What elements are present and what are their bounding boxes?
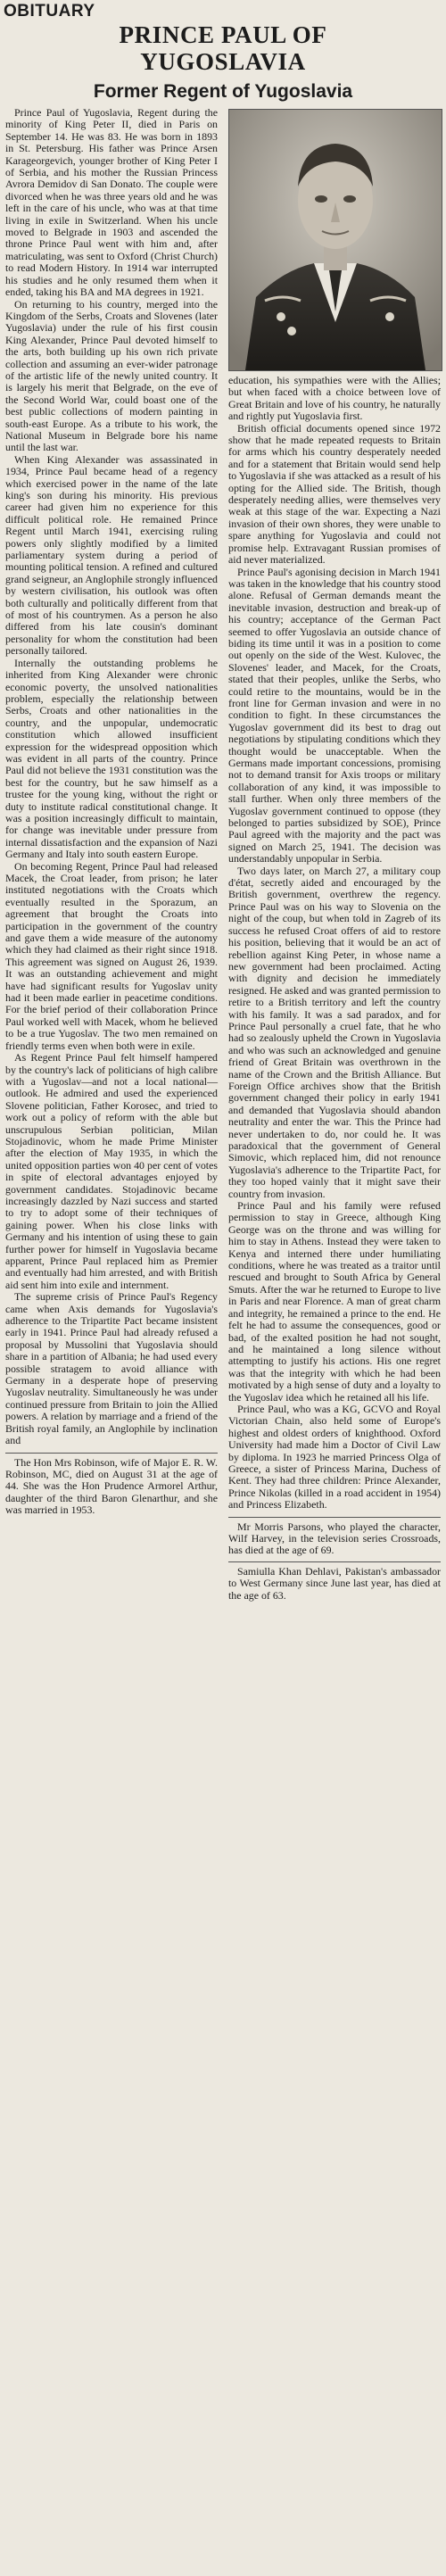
portrait-image [229,110,442,370]
article-paragraph: Two days later, on March 27, a military coup d'état, secretly aided and encouraged by the British government, overthrew the regency. Prince Paul was on his way to Slovenia on the night of the coup, but when told in Zagreb of its success he refused Croat offers of aid to restore his position, believing that it would be an act of rebellion against King Peter, in whose name a new government had been proclaimed. Acting with dignity and decision he immediately resigned. He asked and was granted permission to retire to a British territory and left the country with his family. It was a sad paradox, and for Prince Paul personally a cruel fate, that he who had so zealously upheld the Crown in Yugoslavia and who was such an acknowledged and genuine friend of Great Britain was overthrown in the name of the Crown and the British Alliance. But Foreign Office archives show that the British government changed their policy in early 1941 and demanded that Yugoslavia should abandon neutrality and enter the war. This the Prince had never undertaken to do, nor could he. It was paradoxical that the government of General Simovic, which replaced him, did not renounce Yugoslavia's adherence to the Tripartite Pact, for they too hoped vainly that it might save their country from invasion. [228,864,441,1200]
article-paragraph: Prince Paul's agonising decision in March 1941 was taken in the knowledge that his country stood alone. Refusal of German demands meant the inevitable invasion, destruction and break-up of his country; acceptance of the German Pact seemed to offer Yugoslavia an outside chance of biding its time until it was in a position to come out openly on the side of the West. Kulovec, the Slovenes' leader, and Macek, for the Croats, stated that their peoples, unlike the Serbs, who could retire to the mountains, would be in the front line for German invasion and were in no condition to fight. In these circumstances the Yugoslav government did its best to drag out negotiations by stipulating conditions which they thought would be unacceptable. When the Germans made important concessions, promising not to demand transit for Axis troops or military collaboration of any kind, it was impossible to stall further. When only three members of the Yugoslav government continued to oppose (they belonged to parties subsidized by SOE), Prince Paul agreed with the majority and the pact was signed on March 25, 1941. The decision was understandably unpopular in Serbia. [228,565,441,866]
article-paragraph: As Regent Prince Paul felt himself hampered by the country's lack of politicians of high calibre with a Yugoslav—and not a local national—outlook. He admired and used the experienced Slovene politician, Father Korosec, and tried to work out a policy of reform with the able but unscrupulous Serbian politician, Milan Stojadinovic, whom he made Prime Minister after the election of May 1935, in which the united opposition parties won 40 per cent of votes in spite of electoral advantages enjoyed by government candidates. Stojadinovic became increasingly dazzled by Nazi success and started to try to adopt some of their techniques of gaining power. When his close links with Germany and his intention of using these to gain further power for himself in Yugoslavia became apparent, Prince Paul replaced him as Premier and eventually had him arrested, and with British aid sent him into exile and internment. [5,1051,218,1291]
column-left [5,107,218,1517]
column-right [228,375,441,1602]
section-divider [228,1561,441,1562]
article-paragraph: Prince Paul, who was a KG, GCVO and Royal Victorian Chain, also held some of Europe's highest and oldest orders of knighthood. Oxford University had made him a Doctor of Civil Law by diploma. In 1923 he married Princess Olga of Greece, a sister of Princess Marina, Duchess of Kent. They had three children: Prince Alexander, Prince Nikolas (killed in a road accident in 1954) and Princess Elizabeth. [228,1402,441,1512]
brief-obituaries-right [228,1521,441,1602]
article-paragraph: Prince Paul of Yugoslavia, Regent during the minority of King Peter II, died in Paris on September 14. He was 83. He was born in 1893 in St. Petersburg. His father was Prince Arsen Karageorgevich, younger brother of King Peter I of Serbia, and his mother the Russian Princess Avrora Demidov di San Donato. The couple were divorced when he was three years old and he was left in the care of his uncle, who was at that time living in exile in Switzerland. When his uncle moved to Belgrade in 1903 and ascended the throne Prince Paul went with him and, after matriculating, was sent to Oxford (Christ Church) to read Modern History. In 1914 war interrupted his studies and he only resumed them when it ended, taking his BA and MA degrees in 1921. [5,106,218,299]
article-paragraph: On returning to his country, merged into the Kingdom of the Serbs, Croats and Slovenes (later Yugoslavia) under the rule of his first cousin King Alexander, Prince Paul devoted himself to the arts, both building up his own rich private collection and assuming an ever-wider patronage of the artistic life of the newly united country. It is largely his merit that Belgrade, on the eve of the Second World War, could boast one of the best public collections of modern painting in south-east Europe. As a tribute to his work, the National Museum in Belgrade bore his name until the last war. [5,297,218,454]
section-kicker: OBITUARY [4,2,95,21]
article-paragraph: Internally the outstanding problems he inherited from King Alexander were chronic economic poverty, the unsolved nationalities problem, especially the relationship between Serbs, Croats and other nationalities in the country, and the unpopular, undemocratic constitution which allowed insufficient expression for the widespread opposition which was evident in all parts of the country. Prince Paul did not believe the 1931 constitution was the best for the country, but he saw himself as a trustee for the young king, without the right or duty to institute radical constitutional change. It was a position increasingly difficult to maintain, for change was inevitable under pressure from internal dissatisfaction and the expansion of Nazi Germany and Italy into south eastern Europe. [5,656,218,861]
headline-line-1: PRINCE PAUL OF [119,21,327,48]
brief-paragraph: The Hon Mrs Robinson, wife of Major E. R. W. Robinson, MC, died on August 31 at the age of 44. She was the Hon Prudence Armorel Arthur, daughter of the third Baron Glenarthur, and she was married in 1953. [5,1455,218,1517]
article-paragraph: education, his sympathies were with the Allies; but when faced with a choice between love of Great Britain and love of his country, he naturally and rightly put Yugoslavia first. [228,374,441,423]
article-paragraph: On becoming Regent, Prince Paul had released Macek, the Croat leader, from prison; he later instituted negotiations with the Croats which eventually resulted in the Sporazum, an agreement that brought the Croats into participation in the government of the country and gave them a wide measure of the autonomy which they had claimed as their right since 1918. This agreement was signed on August 26, 1939. It was an outstanding achievement and might have had significant results for Yugoslav unity had it been made earlier in peacetime conditions. For the brief period of their collaboration Prince Paul worked well with Macek, whom he believed to be a true Yugoslav. The two men remained on friendly terms even when both were in exile. [5,859,218,1052]
section-divider [5,1453,218,1454]
article-paragraph: Prince Paul and his family were refused permission to stay in Greece, although King George was on the throne and was willing for him to stay in Athens. Instead they were taken to Kenya and interned there under humiliating conditions, where he was treated as a traitor until rescued and brought to South Africa by General Smuts. After the war he returned to Europe to live in Paris and near Florence. A man of great charm and integrity, he remained a prince to the end. He felt he had to assume the consequences, good or bad, of the exalted position he had not sought, and he maintained a long silence without attempting to justify his actions. His one regret was that the integrity with which he had been motivated by a high sense of duty and a loyalty to the Yugoslav idea which he retained all his life. [228,1199,441,1404]
portrait-photo [228,109,442,371]
subheadline: Former Regent of Yugoslavia [93,81,353,102]
article-paragraph: British official documents opened since 1972 show that he made repeated requests to Britain for arms which his country desperately needed and for a statement that Britain would send help to Yugoslavia if she was attacked as a result of his opting for the Allied side. The British, though desperately needing allies, were themselves very weak at this stage of the war. Expecting a Nazi invasion of their own shores, they were unable to spare anything for Yugoslavia and could not promise help. Extravagant Russian promises of aid never materialized. [228,421,441,567]
brief-paragraph: Mr Morris Parsons, who played the character, Wilf Harvey, in the television series Crossroads, has died at the age of 69. [228,1520,441,1557]
brief-obituary-left [5,1457,218,1517]
brief-paragraph: Samiulla Khan Dehlavi, Pakistan's ambassador to West Germany since June last year, has died at the age of 63. [228,1564,441,1602]
headline-line-2: YUGOSLAVIA [140,48,306,75]
article-paragraph: When King Alexander was assassinated in 1934, Prince Paul became head of a regency which exercised power in the name of the late king's son during his minority. His previous career had given him no experience for this difficult political role. He remained Prince Regent until March 1941, exercising ruling powers only slightly modified by a limited parliamentary system during a period of mounting political tension. A refined and cultured grand seigneur, an Anglophile strongly influenced by western civilisation, his outlook was often both culturally and politically different from that of most of his countrymen. As a person he also differed from his late cousin's dominant personality for whom the constitution had been personally tailored. [5,452,218,658]
section-divider [228,1517,441,1518]
article-paragraph: The supreme crisis of Prince Paul's Regency came when Axis demands for Yugoslavia's adherence to the Tripartite Pact became insistent early in 1941. Prince Paul had already refused a proposal by Mussolini that Yugoslavia should share in a partition of Albania; he had used every possible stratagem to avoid alliance with Germany in a desperate hope of preserving Yugoslav neutrality. Simultaneously he was under continued pressure from Britain to join the Allied powers. A relation by marriage and a friend of the British royal family, an Anglophile by inclination and [5,1290,218,1447]
